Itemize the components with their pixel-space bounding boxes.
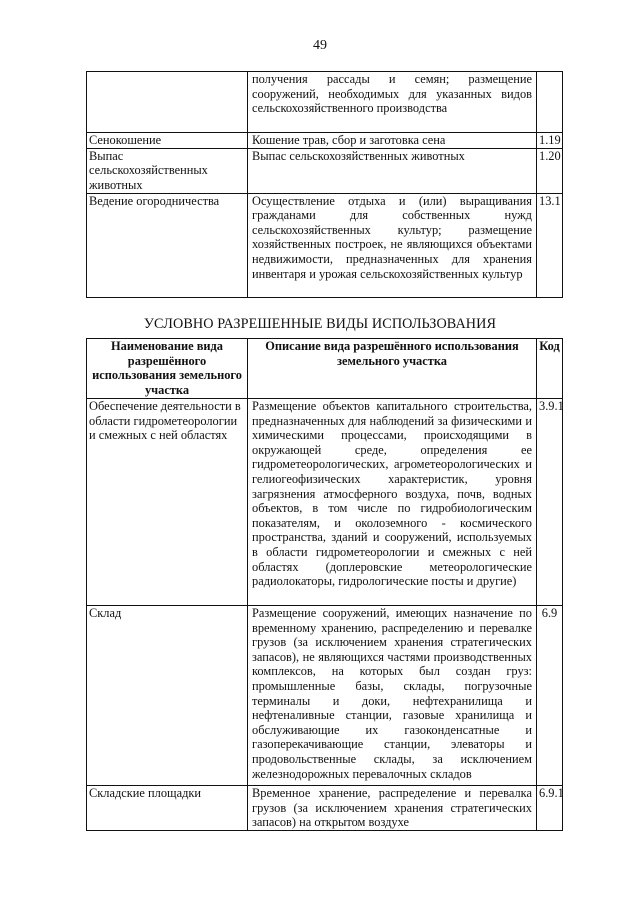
permitted-uses-table-continued <box>86 71 563 298</box>
use-description-cell: Выпас сельскохозяйственных животных <box>248 148 537 193</box>
use-name-cell: Сенокошение <box>87 133 248 149</box>
use-name-cell: Обеспечение деятельности в области гидрометеорологии и смежных с ней областях <box>87 399 248 606</box>
use-description-cell: Размещение сооружений, имеющих назначение по временному хранению, распределению и перевалке грузов (за исключением хранения стратегических запасов), не являющихся частями производственных комплексов, на которых был создан груз: промышленные базы, склады, погрузочные терминалы и доки, нефтехранилища и нефтеналивные станции, газовые хранилища и обслуживающие их газоконденсатные и газоперекачивающие станции, элеваторы и продовольственные склады, за исключением железнодорожных перевалочных складов <box>248 606 537 786</box>
table-row <box>87 193 563 297</box>
conditionally-permitted-uses-table <box>86 338 563 831</box>
use-description-cell: Кошение трав, сбор и заготовка сена <box>248 133 537 149</box>
use-name-cell: Склад <box>87 606 248 786</box>
table-row <box>87 606 563 786</box>
use-description-cell: Временное хранение, распределение и перевалка грузов (за исключением хранения стратегических запасов) на открытом воздухе <box>248 786 537 831</box>
column-header-code: Код <box>537 339 563 399</box>
use-code-cell: 1.19 <box>537 133 563 149</box>
use-name-cell <box>87 72 248 133</box>
use-code-cell: 6.9.1 <box>537 786 563 831</box>
table-row <box>87 72 563 133</box>
use-description-cell: Размещение объектов капитального строительства, предназначенных для наблюдений за физическими и химическими процессами, происходящими в окружающей среде, определения ее гидрометеорологических, агрометеорологических и гелиогеофизических характеристик, уровня загрязнения атмосферного воздуха, почв, водных объектов, в том числе по гидробиологическим показателям, и околоземного - космического пространства, зданий и сооружений, используемых в области гидрометеорологии и смежных с ней областях (доплеровские метеорологические радиолокаторы, гидрологические посты и другие) <box>248 399 537 606</box>
page-number: 49 <box>313 38 327 53</box>
column-header-name: Наименование вида разрешённого использования земельного участка <box>87 339 248 399</box>
use-description-cell: получения рассады и семян; размещение сооружений, необходимых для указанных видов сельскохозяйственного производства <box>248 72 537 133</box>
section-title: УСЛОВНО РАЗРЕШЕННЫЕ ВИДЫ ИСПОЛЬЗОВАНИЯ <box>143 316 497 332</box>
use-code-cell: 13.1 <box>537 193 563 297</box>
use-description-cell: Осуществление отдыха и (или) выращивания гражданами для собственных нужд сельскохозяйственных культур; размещение хозяйственных построек, не являющихся объектами недвижимости, предназначенных для хранения инвентаря и урожая сельскохозяйственных культур <box>248 193 537 297</box>
table-row <box>87 786 563 831</box>
use-code-cell: 6.9 <box>537 606 563 786</box>
use-name-cell: Выпас сельскохозяйственных животных <box>87 148 248 193</box>
use-name-cell: Ведение огородничества <box>87 193 248 297</box>
column-header-description: Описание вида разрешённого использования земельного участка <box>248 339 537 399</box>
use-code-cell: 3.9.1 <box>537 399 563 606</box>
table-row <box>87 133 563 149</box>
use-name-cell: Складские площадки <box>87 786 248 831</box>
table-row <box>87 148 563 193</box>
table-header-row <box>87 339 563 399</box>
use-code-cell <box>537 72 563 133</box>
use-code-cell: 1.20 <box>537 148 563 193</box>
table-row <box>87 399 563 606</box>
